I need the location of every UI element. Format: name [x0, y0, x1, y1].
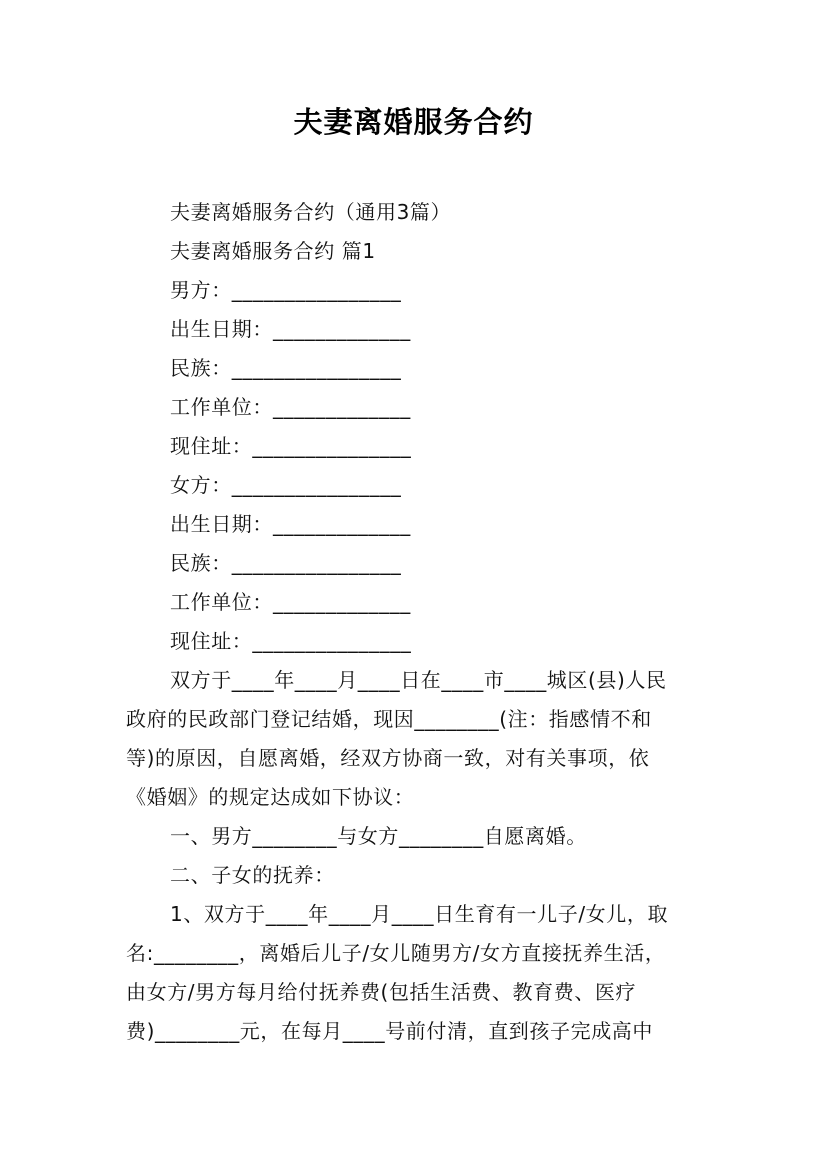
field-female-ethnicity: 民族：________________: [170, 551, 402, 575]
field-male-party: 男方：________________: [170, 278, 402, 302]
field-male-employer: 工作单位：_____________: [170, 395, 411, 419]
field-male-ethnicity: 民族：________________: [170, 356, 402, 380]
paragraph-line: 《婚姻》的规定达成如下协议：: [126, 785, 415, 809]
paragraph-line: 名:________，离婚后儿子/女儿随男方/女方直接抚养生活，: [126, 941, 666, 965]
field-male-address: 现住址：_______________: [170, 434, 412, 458]
paragraph-line: 费)________元，在每月____号前付清，直到孩子完成高中: [126, 1019, 654, 1043]
paragraph-line: 由女方/男方每月给付抚养费(包括生活费、教育费、医疗: [126, 980, 637, 1004]
clause-two-heading: 二、子女的抚养：: [170, 863, 335, 887]
paragraph-line: 等)的原因，自愿离婚，经双方协商一致，对有关事项，依: [126, 746, 650, 770]
paragraph-line: 双方于____年____月____日在____市____城区(县)人民: [170, 668, 667, 692]
field-female-address: 现住址：_______________: [170, 629, 412, 653]
paragraph-line: 政府的民政部门登记结婚，现因________(注：指感情不和: [126, 707, 652, 731]
field-female-birthdate: 出生日期：_____________: [170, 512, 411, 536]
field-female-employer: 工作单位：_____________: [170, 590, 411, 614]
field-male-birthdate: 出生日期：_____________: [170, 317, 411, 341]
document-body: [126, 193, 701, 1051]
clause-one: 一、男方________与女方________自愿离婚。: [170, 824, 587, 848]
field-female-party: 女方：________________: [170, 473, 402, 497]
section-heading: 夫妻离婚服务合约 篇1: [170, 239, 376, 263]
document-title: 夫妻离婚服务合约: [293, 105, 534, 139]
paragraph-line: 1、双方于____年____月____日生育有一儿子/女儿，取: [170, 902, 669, 926]
subtitle-line: 夫妻离婚服务合约（通用3篇）: [170, 200, 452, 224]
